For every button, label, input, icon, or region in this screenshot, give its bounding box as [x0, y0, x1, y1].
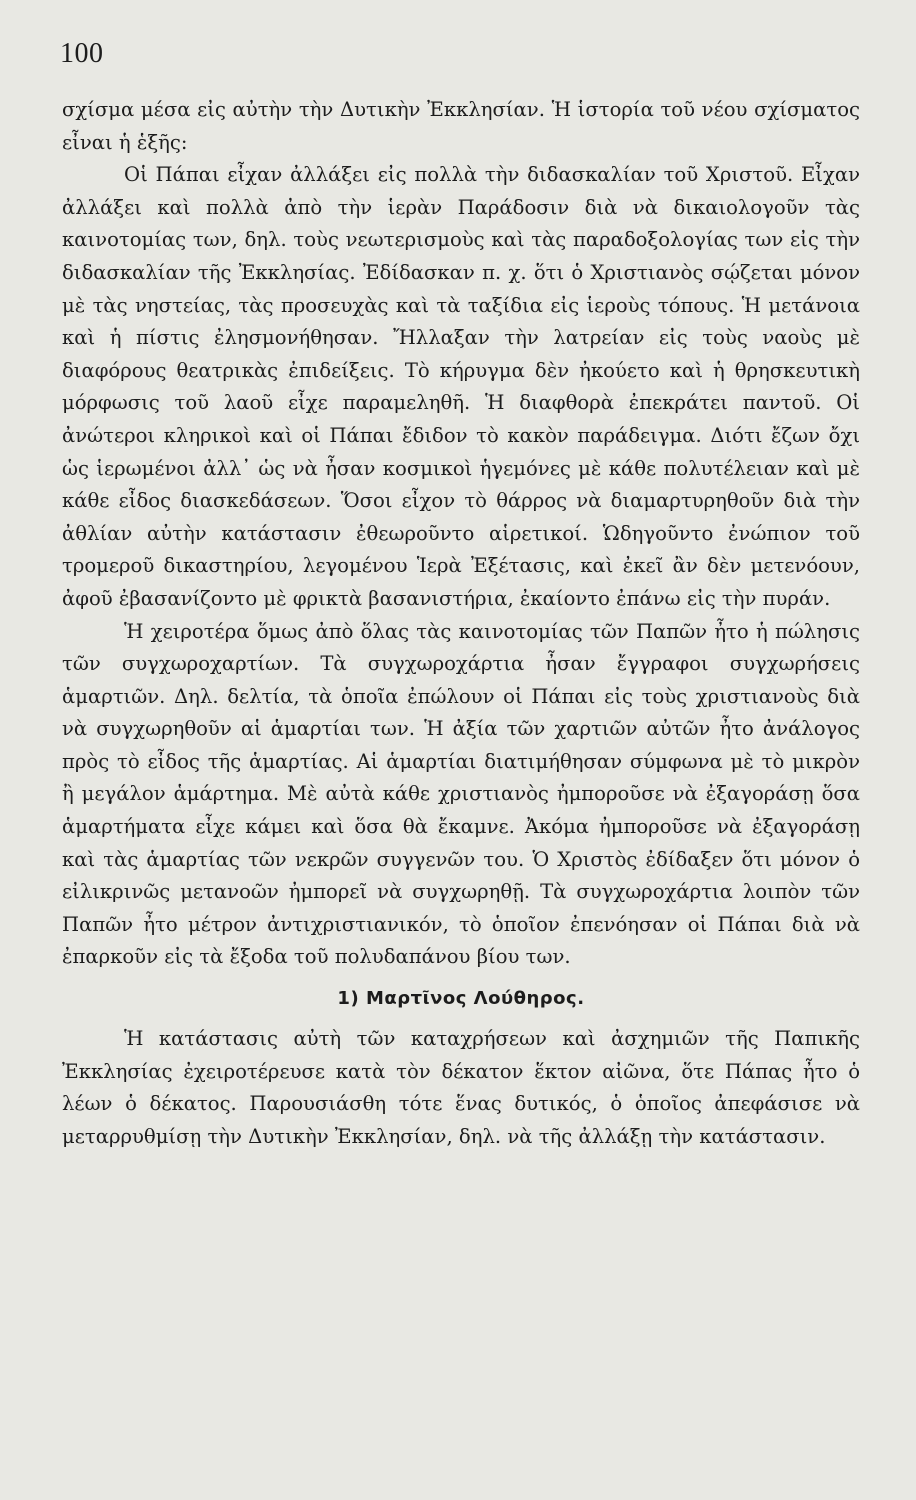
body-text [62, 94, 860, 1153]
paragraph-indulgences: Ἡ χειροτέρα ὅμως ἀπὸ ὅλας τὰς καινοτομίας τῶν Παπῶν ἦτο ἡ πώλησις τῶν συγχωροχαρτίων. Τὰ συγχωροχάρτια ἦσαν ἔγγραφοι συγχωρήσεις ἁμαρτιῶν. Δηλ. δελτία, τὰ ὁποῖα ἐπώλουν οἱ Πάπαι εἰς τοὺς χριστιανοὺς διὰ νὰ συγχωρηθοῦν αἱ ἁμαρτίαι των. Ἡ ἀξία τῶν χαρτιῶν αὐτῶν ἦτο ἀνάλογος πρὸς τὸ εἶδος τῆς ἁμαρτίας. Αἱ ἁμαρτίαι διατιμήθησαν σύμφωνα μὲ τὸ μικρὸν ἢ μεγάλον ἁμάρτημα. Μὲ αὐτὰ κάθε χριστιανὸς ἠμποροῦσε νὰ ἐξαγοράσῃ ὅσα ἁμαρτήματα εἶχε κάμει καὶ ὅσα θὰ ἔκαμνε. Ἀκόμα ἠμποροῦσε νὰ ἐξαγοράσῃ καὶ τὰς ἁμαρτίας τῶν νεκρῶν συγγενῶν του. Ὁ Χριστὸς ἐδίδαξεν ὅτι μόνον ὁ εἰλικρινῶς μετανοῶν ἠμπορεῖ νὰ συγχωρηθῇ. Τὰ συγχωροχάρτια λοιπὸν τῶν Παπῶν ἦτο μέτρον ἀντιχριστιανικόν, τὸ ὁποῖον ἐπενόησαν οἱ Πάπαι διὰ νὰ ἐπαρκοῦν εἰς τὰ ἔξοδα τοῦ πολυδαπάνου βίου των. [62, 619, 860, 969]
section-heading: 1) Μαρτῖνος Λούθηρος. [337, 988, 585, 1010]
page-number: 100 [60, 38, 104, 69]
paragraph-reform: Ἡ κατάστασις αὐτὴ τῶν καταχρήσεων καὶ ἀσχημιῶν τῆς Παπικῆς Ἐκκλησίας ἐχειροτέρευσε κατὰ τὸν δέκατον ἕκτον αἰῶνα, ὅτε Πάπας ἦτο ὁ λέων ὁ δέκατος. Παρουσιάσθη τότε ἕνας δυτικός, ὁ ὁποῖος ἀπεφάσισε νὰ μεταρρυθμίσῃ τὴν Δυτικὴν Ἐκκλησίαν, δηλ. νὰ τῆς ἀλλάξῃ τὴν κατάστασιν. [62, 1027, 860, 1148]
paragraph-continued: σχίσμα μέσα εἰς αὐτὴν τὴν Δυτικὴν Ἐκκλησίαν. Ἡ ἱστορία τοῦ νέου σχίσματος εἶναι ἡ ἑξῆς: [62, 98, 860, 154]
paragraph-papal-innovations: Οἱ Πάπαι εἶχαν ἀλλάξει εἰς πολλὰ τὴν διδασκαλίαν τοῦ Χριστοῦ. Εἶχαν ἀλλάξει καὶ πολλὰ ἀπὸ τὴν ἱερὰν Παράδοσιν διὰ νὰ δικαιολογοῦν τὰς καινοτομίας των, δηλ. τοὺς νεωτερισμοὺς καὶ τὰς παραδοξολογίας των εἰς τὴν διδασκαλίαν τῆς Ἐκκλησίας. Ἐδίδασκαν π. χ. ὅτι ὁ Χριστιανὸς σῴζεται μόνον μὲ τὰς νηστείας, τὰς προσευχὰς καὶ τὰ ταξίδια εἰς ἱεροὺς τόπους. Ἡ μετάνοια καὶ ἡ πίστις ἐλησμονήθησαν. Ἤλλαξαν τὴν λατρείαν εἰς τοὺς ναοὺς μὲ διαφόρους θεατρικὰς ἐπιδείξεις. Τὸ κήρυγμα δὲν ἠκούετο καὶ ἡ θρησκευτικὴ μόρφωσις τοῦ λαοῦ εἶχε παραμεληθῆ. Ἡ διαφθορὰ ἐπεκράτει παντοῦ. Οἱ ἀνώτεροι κληρικοὶ καὶ οἱ Πάπαι ἔδιδον τὸ κακὸν παράδειγμα. Διότι ἔζων ὄχι ὡς ἱερωμένοι ἀλλ᾽ ὡς νὰ ἦσαν κοσμικοὶ ἡγεμόνες μὲ κάθε πολυτέλειαν καὶ μὲ κάθε εἶδος διασκεδάσεων. Ὅσοι εἶχον τὸ θάρρος νὰ διαμαρτυρηθοῦν διὰ τὴν ἀθλίαν αὐτὴν κατάστασιν ἐθεωροῦντο αἱρετικοί. Ὡδηγοῦντο ἐνώπιον τοῦ τρομεροῦ δικαστηρίου, λεγομένου Ἱερὰ Ἐξέτασις, καὶ ἐκεῖ ἂν δὲν μετενόουν, ἀφοῦ ἐβασανίζοντο μὲ φρικτὰ βασανιστήρια, ἐκαίοντο ἐπάνω εἰς τὴν πυράν. [62, 163, 860, 610]
